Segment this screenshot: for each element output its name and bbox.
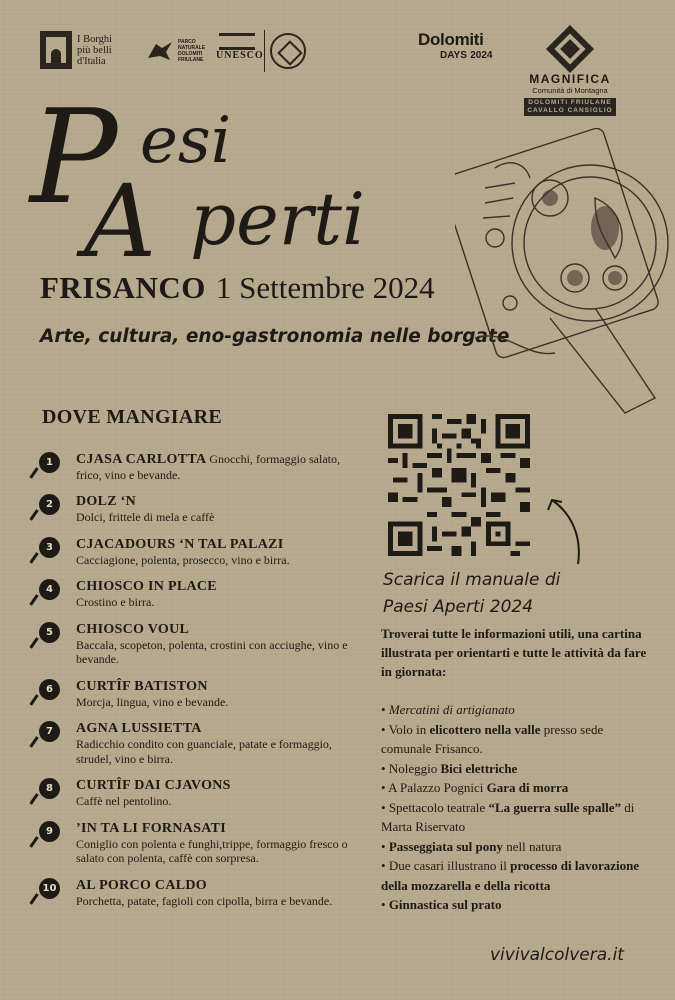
food-item-number: 6 <box>39 679 60 700</box>
food-item-number: 10 <box>39 878 60 899</box>
activity-item: • Passeggiata sul pony nell natura <box>381 838 562 854</box>
food-item-name: CJACADOURS ‘N TAL PALAZI <box>76 536 284 552</box>
map-pin-icon <box>36 622 64 650</box>
activity-text: di Marta Riservato <box>381 799 635 834</box>
activities-list <box>381 700 656 915</box>
food-item-desc: Caffè nel pentolino. <box>76 794 172 808</box>
magnifica-name: MAGNIFICA <box>529 72 611 86</box>
activity-highlight: elicottero nella valle <box>429 721 541 737</box>
download-line-1: Scarica il manuale di <box>383 570 561 590</box>
food-item-name: CURTÎF BATISTON <box>76 678 208 694</box>
food-item-number: 7 <box>39 721 60 742</box>
activity-item: • Volo in elicottero nella valle presso sede comunale Frisanco. <box>381 721 604 756</box>
food-item-number: 8 <box>39 778 60 799</box>
food-item-name: CJASA CARLOTTA <box>76 452 207 467</box>
unesco-logo <box>216 33 264 67</box>
dolomiti-days-label: DAYS <box>440 50 467 61</box>
parco-line-2: NATURALE <box>178 45 206 51</box>
food-item-name: CHIOSCO IN PLACE <box>76 579 217 594</box>
map-pin-icon <box>36 821 64 849</box>
event-date: 1 Settembre 2024 <box>215 270 435 305</box>
activity-item: • Due casari illustrano il processo di lavorazione della mozzarella e della ricotta <box>381 858 640 893</box>
eagle-logo-icon <box>146 38 174 64</box>
parco-line-1: PARCO <box>178 39 196 45</box>
logo-divider <box>264 30 265 72</box>
food-item-name: AL PORCO CALDO <box>76 877 207 893</box>
borghi-line-3: d'Italia <box>77 55 106 67</box>
food-item-number: 9 <box>39 821 60 842</box>
parco-line-4: FRIULANE <box>178 57 204 63</box>
food-item-desc: Morcja, lingua, vino e bevande. <box>76 694 229 709</box>
activity-item: • Mercatini di artigianato <box>381 702 515 717</box>
activity-highlight: processo di lavorazione della mozzarella e della ricotta <box>381 858 640 893</box>
activity-highlight: Gara di morra <box>486 780 569 795</box>
food-item-number: 1 <box>39 452 60 473</box>
activity-highlight: Ginnastica sul prato <box>388 897 502 912</box>
food-item-number: 2 <box>39 494 60 515</box>
food-item-number: 4 <box>39 579 60 600</box>
activity-item: • A Palazzo Pognici Gara di morra <box>381 780 569 795</box>
dolomiti-days-name: Dolomiti <box>418 30 484 49</box>
map-pin-icon <box>36 494 64 522</box>
activity-item: • Ginnastica sul prato <box>381 897 502 912</box>
parco-logo-text <box>178 39 205 63</box>
activity-highlight: Bici elettriche <box>440 760 518 776</box>
map-pin-icon <box>36 452 64 480</box>
magnifica-logo <box>520 28 620 116</box>
title-line-2: perti <box>190 177 366 261</box>
food-item <box>36 878 366 909</box>
food-item <box>36 721 366 766</box>
qr-code[interactable] <box>387 414 531 556</box>
food-item-name: ’IN TA LI FORNASATI <box>76 820 227 836</box>
dolomiti-days-sub <box>440 47 514 61</box>
map-pin-icon <box>36 878 64 906</box>
food-item-number: 5 <box>39 622 60 643</box>
food-item <box>36 821 366 866</box>
food-item <box>36 778 366 809</box>
activity-highlight: Passeggiata sul pony <box>388 838 503 854</box>
event-title <box>22 84 442 274</box>
food-item <box>36 452 366 482</box>
food-item-desc: Crostino e birra. <box>76 595 155 609</box>
food-item-desc: Baccala, scopeton, polenta, crostini con acciughe, vino e bevande. <box>76 637 348 666</box>
download-line-2: Paesi Aperti 2024 <box>383 597 534 617</box>
activity-text: nell natura <box>502 838 562 854</box>
food-item <box>36 537 366 568</box>
food-list <box>36 452 366 920</box>
food-item-desc: Coniglio con polenta e funghi,trippe, formaggio fresco o salato con polenta, caffè con sorpresa. <box>76 836 348 865</box>
activity-item: • Spettacolo teatrale “La guerra sulle spalle” di Marta Riservato <box>381 799 635 834</box>
food-item-desc: Dolci, frittele di mela e caffè <box>76 510 215 524</box>
castle-logo-icon <box>40 31 72 69</box>
food-item-desc: Radicchio condito con guanciale, patate e formaggio, strudel, vino e birra. <box>76 737 332 766</box>
parco-logo <box>146 34 208 68</box>
map-pin-icon <box>36 537 64 565</box>
food-item-desc: Cacciagione, polenta, prosecco, vino e birra. <box>76 552 290 567</box>
map-pin-icon <box>36 778 64 806</box>
map-pin-icon <box>36 579 64 607</box>
food-item-name: DOLZ ‘N <box>76 494 137 509</box>
activity-text: Mercatini di artigianato <box>388 702 515 717</box>
download-manual-text <box>383 567 653 621</box>
title-letter-p: P <box>30 84 118 233</box>
magnifica-sub: Comunità di Montagna <box>532 86 608 95</box>
event-town: FRISANCO <box>40 270 206 305</box>
dolomiti-days-year: 2024 <box>470 50 493 61</box>
event-subtitle: Arte, cultura, eno-gastronomia nelle borgate <box>40 326 510 347</box>
activity-text: Volo in <box>388 721 430 737</box>
food-platter-illustration <box>455 128 670 428</box>
food-heading: DOVE MANGIARE <box>42 406 223 428</box>
food-item-desc: Porchetta, patate, fagioli con cipolla, birra e bevande. <box>76 893 333 908</box>
borghi-logo <box>40 31 140 69</box>
activity-item: • Noleggio Bici elettriche <box>381 760 518 776</box>
food-item <box>36 679 366 710</box>
food-item-name: CURTÎF DAI CJAVONS <box>76 778 231 793</box>
food-item <box>36 494 366 525</box>
arrow-icon <box>538 492 588 572</box>
magnifica-diamond-icon <box>546 25 594 73</box>
event-place-date <box>40 270 435 306</box>
parco-line-3: DOLOMITI <box>178 51 203 57</box>
food-item-name: AGNA LUSSIETTA <box>76 721 202 736</box>
activity-text: Spettacolo teatrale <box>388 799 489 815</box>
food-item-number: 3 <box>39 537 60 558</box>
magnifica-band: DOLOMITI FRIULANE CAVALLO CANSIGLIO <box>524 98 616 116</box>
map-pin-icon <box>36 679 64 707</box>
title-letter-a: A <box>84 163 157 274</box>
food-item <box>36 622 366 667</box>
website-link[interactable]: vivivalcolvera.it <box>490 945 624 965</box>
activity-text: Due casari illustrano il <box>388 858 511 873</box>
activity-text: presso sede comunale Frisanco. <box>381 721 604 756</box>
food-item-desc: Gnocchi, formaggio salato, frico, vino e bevande. <box>76 452 340 482</box>
title-line-1: esi <box>140 104 232 178</box>
food-item-name: CHIOSCO VOUL <box>76 621 190 637</box>
borghi-line-1: I Borghi <box>77 33 113 45</box>
dolomiti-days-logo <box>418 30 514 68</box>
activity-text: Noleggio <box>388 760 441 776</box>
unesco-text: UNESCO <box>216 50 264 61</box>
world-heritage-icon <box>270 33 306 69</box>
borghi-logo-text <box>77 34 112 67</box>
food-item <box>36 579 366 610</box>
unesco-temple-icon <box>219 33 255 50</box>
activity-highlight: “La guerra sulle spalle” <box>488 799 621 815</box>
activity-text: A Palazzo Pognici <box>388 780 487 795</box>
map-pin-icon <box>36 721 64 749</box>
info-intro: Troverai tutte le informazioni utili, una cartina illustrata per orientarti e tutte le attività da fare in giornata: <box>381 626 647 679</box>
borghi-line-2: più belli <box>77 44 112 56</box>
